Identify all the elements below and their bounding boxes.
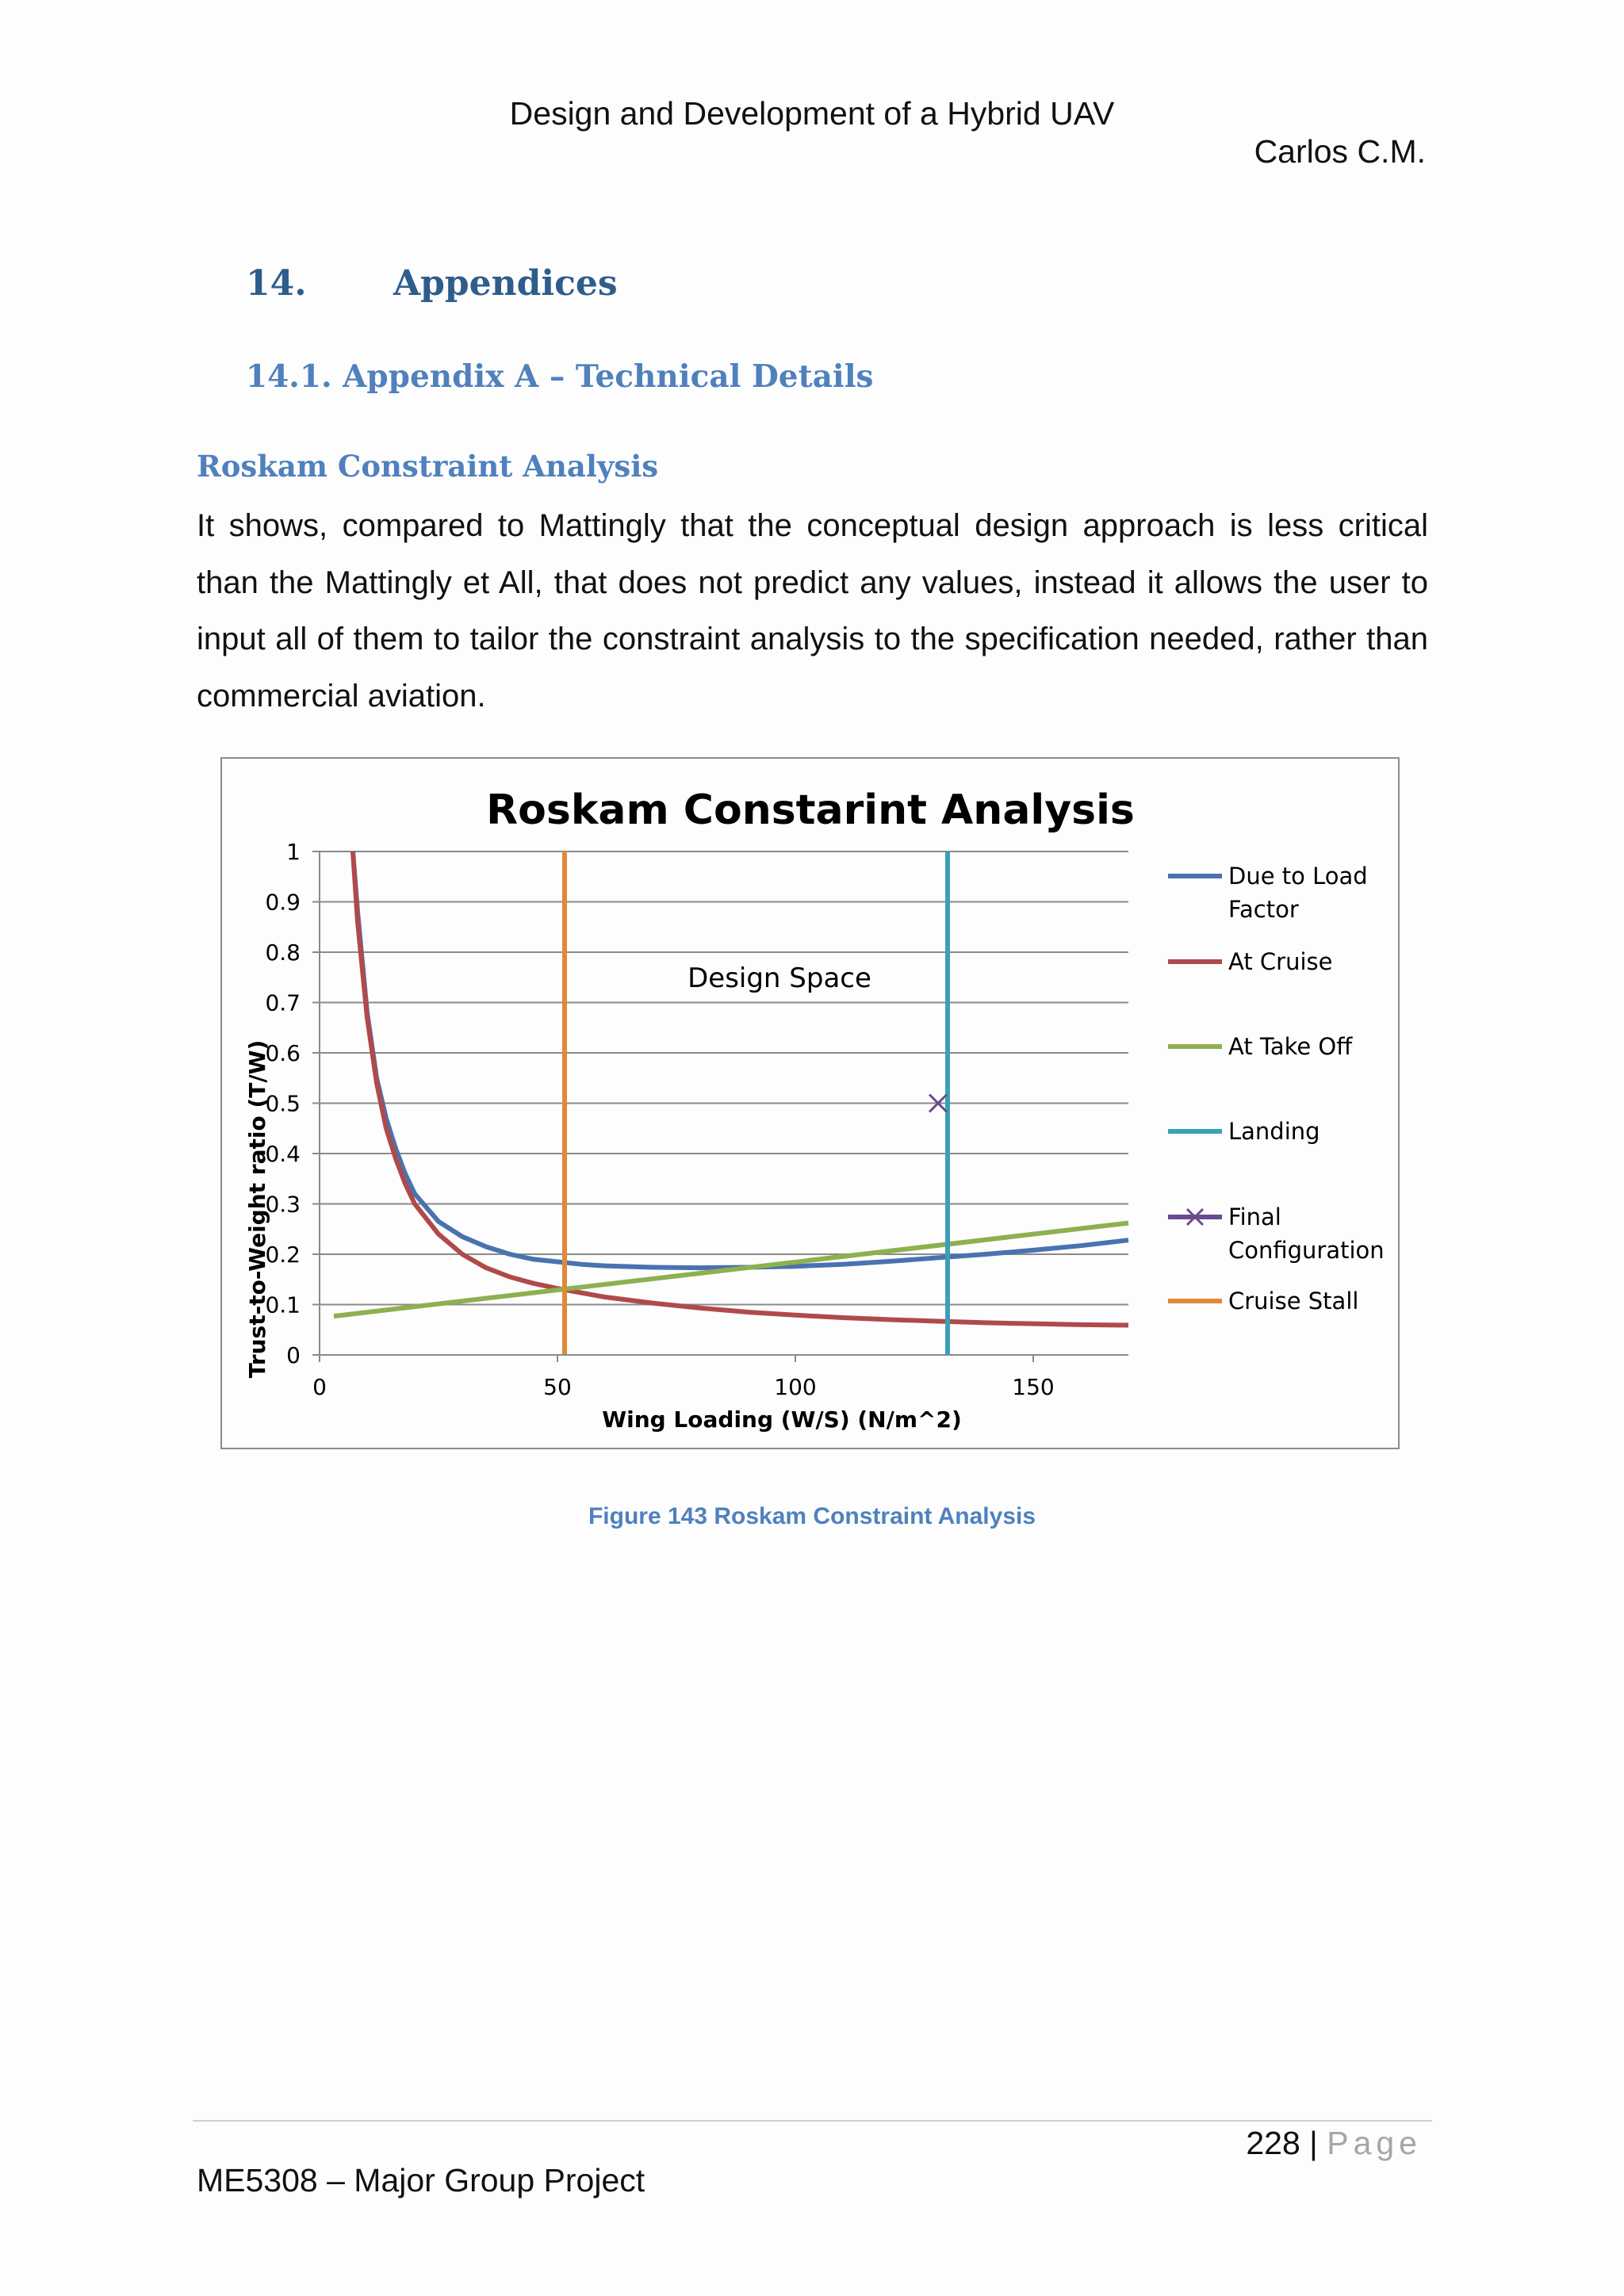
x-axis-label: Wing Loading (W/S) (N/m^2)	[602, 1406, 962, 1433]
x-tick-label: 100	[774, 1374, 817, 1400]
legend-item-due-to-load-factor	[1168, 863, 1368, 923]
y-tick-label: 0	[286, 1342, 301, 1368]
legend-label: At Cruise	[1228, 948, 1333, 975]
chart-title: Roskam Constarint Analysis	[486, 786, 1135, 834]
y-tick-label: 0.1	[265, 1292, 301, 1318]
legend-label: Due to Load Factor	[1228, 863, 1368, 923]
header-title: Design and Development of a Hybrid UAV	[509, 95, 1115, 132]
subsection-heading: 14.1. Appendix A – Technical Details	[246, 358, 874, 395]
y-tick-label: 0.2	[265, 1242, 301, 1268]
page-label: Page	[1327, 2125, 1422, 2161]
body-paragraph: It shows, compared to Mattingly that the conceptual design approach is less critical than the Mattingly et All, that does not predict any values, instead it allows the user to input all of them to tailor the constraint analysis to the specification needed, rather than commercial aviation.	[197, 508, 1428, 714]
page-number-value: 228 |	[1246, 2125, 1318, 2161]
y-tick-label: 0.4	[265, 1141, 301, 1167]
legend-item-at-take-off	[1168, 1033, 1353, 1060]
constraint-chart	[222, 759, 1398, 1448]
chart-axes	[265, 839, 1128, 1400]
legend-item-at-cruise	[1168, 948, 1332, 975]
chart-legend	[1168, 863, 1385, 1314]
footer-course: ME5308 – Major Group Project	[197, 2162, 645, 2198]
subheading: Roskam Constraint Analysis	[197, 449, 659, 484]
section-title: Appendices	[393, 263, 618, 304]
legend-item-final-configuration	[1168, 1203, 1385, 1264]
y-tick-label: 0.8	[265, 939, 301, 966]
y-tick-label: 0.6	[265, 1040, 301, 1066]
footer-divider	[193, 2120, 1432, 2122]
header-author: Carlos C.M.	[1254, 133, 1426, 170]
y-axis-label: Trust-to-Weight ratio (T/W)	[244, 1039, 270, 1379]
section-number: 14.	[246, 263, 307, 304]
y-tick-label: 0.7	[265, 989, 301, 1016]
page-number	[1246, 2125, 1422, 2162]
chart-frame	[220, 757, 1400, 1449]
section-heading	[246, 263, 618, 304]
legend-item-cruise-stall	[1168, 1288, 1358, 1314]
x-tick-label: 0	[312, 1374, 327, 1400]
figure-caption: Figure 143 Roskam Constraint Analysis	[588, 1503, 1036, 1529]
design-space-annotation: Design Space	[688, 962, 871, 994]
at-take-off-line	[334, 1223, 1128, 1317]
legend-label: At Take Off	[1228, 1033, 1353, 1060]
x-tick-label: 150	[1012, 1374, 1055, 1400]
legend-label: Landing	[1228, 1118, 1320, 1145]
legend-label: Final Configuration	[1228, 1203, 1385, 1264]
legend-label: Cruise Stall	[1228, 1288, 1359, 1314]
legend-item-landing	[1168, 1118, 1320, 1145]
y-tick-label: 1	[286, 839, 301, 865]
y-tick-label: 0.9	[265, 889, 301, 916]
y-tick-label: 0.3	[265, 1191, 301, 1218]
due-to-load-factor-line	[353, 851, 1128, 1268]
y-tick-label: 0.5	[265, 1090, 301, 1117]
x-tick-label: 50	[543, 1374, 572, 1400]
